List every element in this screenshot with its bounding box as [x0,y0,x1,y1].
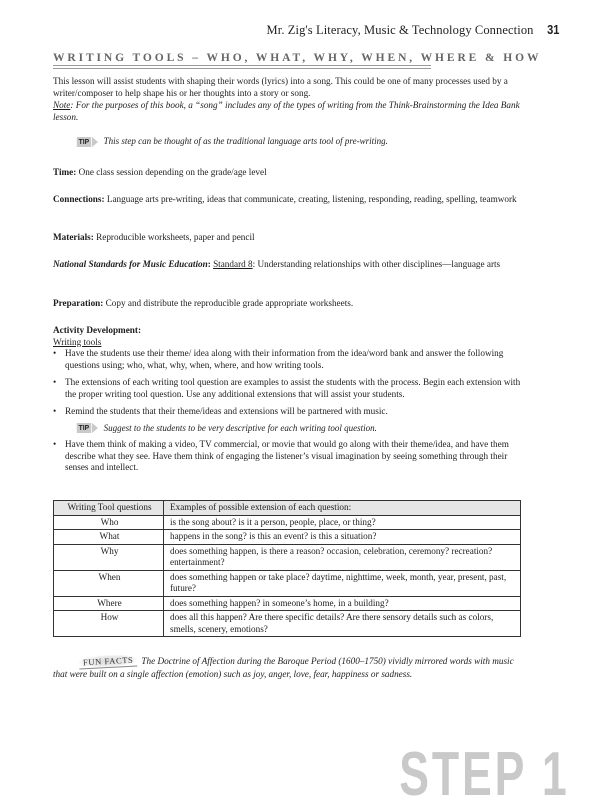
connections-label: Connections: [53,194,105,204]
column-header: Examples of possible extension of each question: [164,501,521,516]
connections-value: Language arts pre-writing, ideas that communicate, creating, listening, responding, reading, spelling, teamwork [104,194,517,204]
intro-text: This lesson will assist students with shaping their words (lyrics) into a song. This could be one of many processes used by a writer/composer to help shape his or her thoughts into a story or song. [53,76,508,98]
time-value: One class session depending on the grade/age level [76,167,267,177]
note-text: : For the purposes of this book, a “song” includes any of the types of writing from the Think-Brainstorming the Idea Bank lesson. [53,100,520,122]
running-head [267,22,560,38]
activity-list [53,348,523,418]
fun-facts-callout [53,655,523,680]
materials-field [53,232,523,244]
list-item: • The extensions of each writing tool question are examples to assist the students with the process. Begin each extension with the proper writing tool question. Use any additional extensions that will assist your students. [53,377,523,400]
activity-list-continued [53,439,523,474]
tip-callout [76,136,546,148]
intro-paragraph [53,76,523,99]
question-cell: What [54,530,164,545]
tip-icon: TIP [76,137,98,147]
activity-heading: Activity Development: [53,325,142,335]
list-item: • Have them think of making a video, TV commercial, or movie that would go along with their theme/idea, and have them describe what they see. Have them think of engaging the listener’s visual imagination by seeing something through their senses and intellect. [53,439,523,474]
note-label: Note [53,100,71,110]
activity-subheading: Writing tools [53,336,102,347]
preparation-label: Preparation: [53,298,104,308]
materials-value: Reproducible worksheets, paper and pencil [93,232,255,242]
time-field [53,167,523,179]
table-row [54,570,521,596]
question-cell: Who [54,515,164,530]
standards-label: National Standards for Music Education [53,259,208,269]
example-cell: happens in the song? is this an event? is this a situation? [164,530,521,545]
book-title: Mr. Zig's Literacy, Music & Technology Connection [266,23,534,37]
example-cell: is the song about? is it a person, people, place, or thing? [164,515,521,530]
question-cell: Where [54,596,164,611]
tip-callout [76,423,523,435]
tip-icon: TIP [76,423,98,433]
list-item: • Have the students use their theme/ idea along with their information from the idea/word bank and answer the following questions using; who, what, why, when, where, and how writing tools. [53,348,523,371]
table-header-row [54,501,521,516]
title-rule [53,65,431,66]
page-number: 31 [546,22,559,37]
question-cell: How [54,611,164,637]
standards-colon: : [207,259,214,269]
example-cell: does all this happen? Are there specific details? Are there sensory details such as colors, smells, scenery, emotions? [164,611,521,637]
connections-field [53,194,523,206]
fun-facts-icon: FUN FACTS [79,653,138,669]
writing-tools-table [53,500,521,637]
section-title: WRITING TOOLS – WHO, WHAT, WHY, WHEN, WHERE & HOW [53,52,542,64]
question-cell: When [54,570,164,596]
tip-text: This step can be thought of as the traditional language arts tool of pre-writing. [103,136,388,146]
column-header: Writing Tool questions [54,501,164,516]
materials-label: Materials: [53,232,94,242]
example-cell: does something happen? in someone’s home, in a building? [164,596,521,611]
standards-field [53,259,523,271]
standard-link: Standard 8 [213,259,253,269]
table-row [54,530,521,545]
question-cell: Why [54,544,164,570]
table-row [54,611,521,637]
list-item: • Remind the students that their theme/ideas and extensions will be partnered with music. [53,406,523,418]
example-cell: does something happen, is there a reason? occasion, celebration, ceremony? recreation? entertainment? [164,544,521,570]
title-rule [53,68,431,69]
tip-text: Suggest to the students to be very descriptive for each writing tool question. [103,422,377,433]
fun-facts-text: The Doctrine of Affection during the Baroque Period (1600–1750) vividly mirrored words with music that were built on a single affection (emotion) such as joy, anger, love, fear, happiness or sadness. [53,656,514,679]
preparation-value: Copy and distribute the reproducible grade appropriate worksheets. [103,298,354,308]
time-label: Time: [53,167,77,177]
table-row [54,544,521,570]
preparation-field [53,298,523,310]
table-row [54,596,521,611]
note-paragraph [53,100,523,123]
step-label: STEP 1 [399,740,570,800]
table-row [54,515,521,530]
standards-value: : Understanding relationships with other disciplines—language arts [252,259,501,269]
activity-section [53,325,523,474]
example-cell: does something happen or take place? daytime, nighttime, week, month, year, present, past, future? [164,570,521,596]
